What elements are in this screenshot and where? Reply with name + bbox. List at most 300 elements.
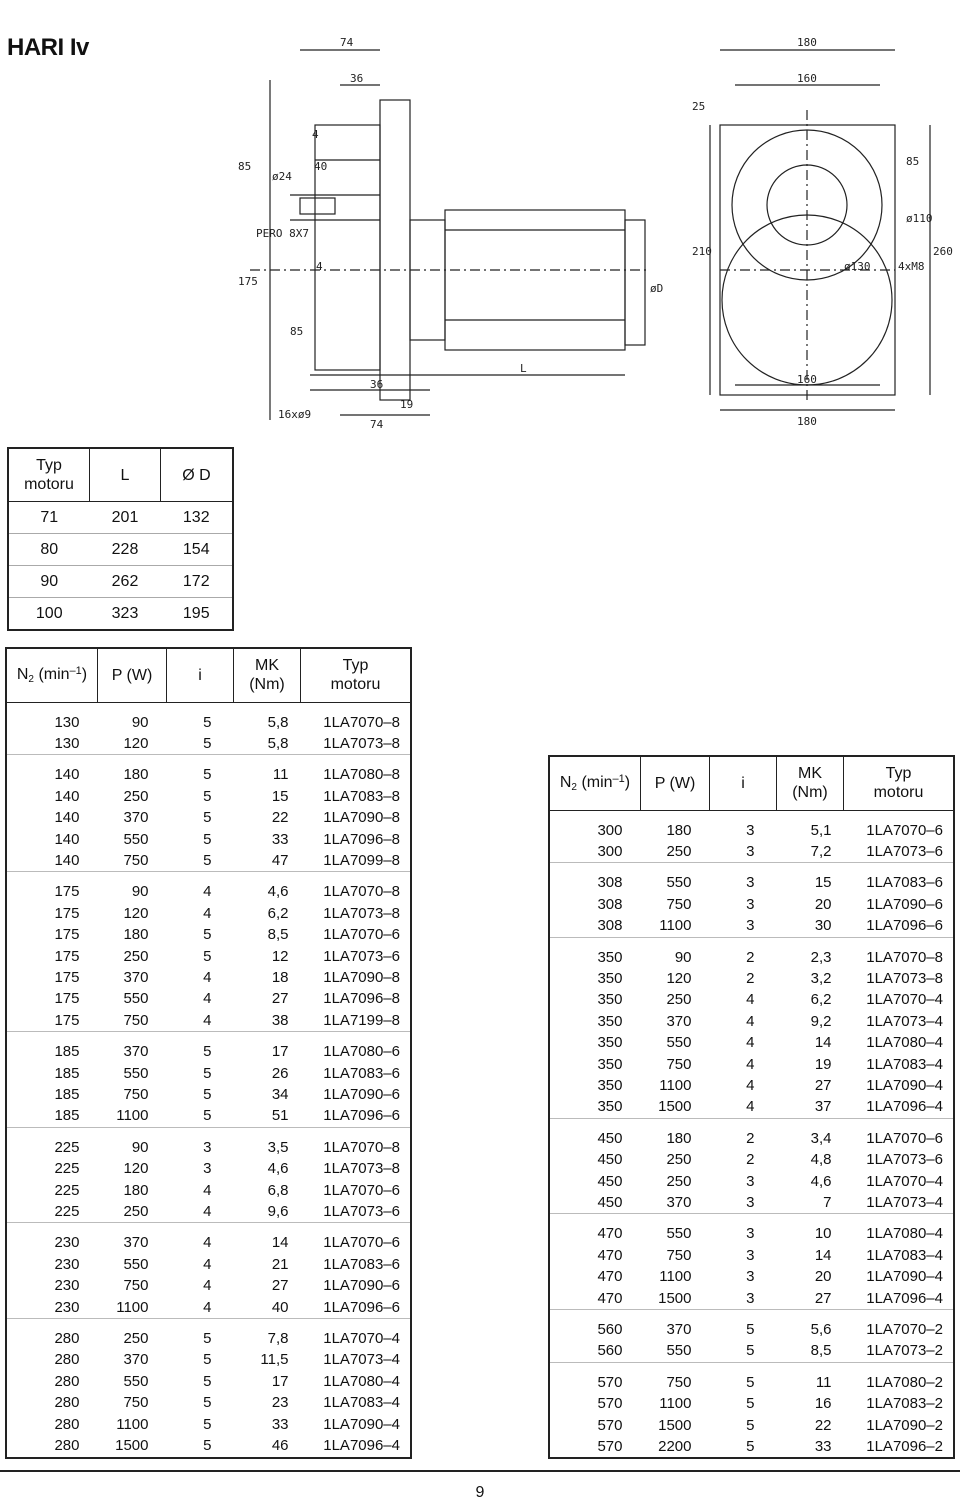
table-cell: 350 — [597, 969, 623, 987]
table-cell: 4 — [203, 1298, 212, 1316]
table-cell: 6,8 — [267, 1181, 289, 1199]
table-cell: 370 — [123, 1043, 149, 1061]
table-cell: 1LA7070–6 — [866, 821, 943, 839]
table-cell: 90 — [674, 948, 692, 966]
svg-text:85: 85 — [290, 325, 304, 338]
table-cell: 250 — [666, 1172, 692, 1190]
dim-cell: 100 — [8, 598, 90, 631]
table-row — [6, 1223, 411, 1254]
table-cell: 130 — [54, 713, 80, 731]
svg-text:74: 74 — [340, 36, 354, 49]
table-cell: 46 — [271, 1437, 289, 1455]
table-cell: 1LA7083–6 — [323, 1064, 400, 1082]
speed-table-right — [548, 755, 955, 1459]
table-cell: 130 — [54, 734, 80, 752]
table-cell: 180 — [123, 926, 149, 944]
table-row — [549, 1054, 954, 1075]
table-cell: 350 — [597, 991, 623, 1009]
table-cell: 750 — [666, 1055, 692, 1073]
table-cell: 300 — [597, 821, 623, 839]
table-cell: 350 — [597, 1076, 623, 1094]
table-cell: 175 — [54, 883, 80, 901]
table-cell: 550 — [123, 1064, 149, 1082]
table-cell: 4 — [203, 1181, 212, 1199]
table-cell: 3 — [746, 917, 755, 935]
table-cell: 550 — [666, 1034, 692, 1052]
table-cell: 308 — [597, 895, 623, 913]
table-cell: 1LA7096–4 — [866, 1289, 943, 1307]
side-view — [250, 50, 650, 420]
table-row — [6, 1435, 411, 1457]
table-cell: 1LA7073–4 — [866, 1194, 943, 1211]
table-cell: 1LA7083–4 — [323, 1394, 400, 1412]
table-cell: 1100 — [659, 1268, 692, 1286]
dim-cell: 80 — [8, 534, 90, 566]
table-row — [549, 1192, 954, 1214]
table-row — [6, 1201, 411, 1223]
table-cell: 14 — [271, 1234, 289, 1252]
table-cell: 7 — [823, 1194, 832, 1211]
table-cell: 1LA7080–2 — [866, 1373, 943, 1391]
table-row — [6, 786, 411, 807]
table-cell: 90 — [131, 713, 149, 731]
row-group — [549, 810, 954, 863]
table-cell: 1LA7083–6 — [866, 874, 943, 892]
svg-text:ø130: ø130 — [844, 260, 871, 273]
table-row — [6, 1180, 411, 1201]
table-row — [549, 1340, 954, 1362]
header-i: i — [167, 648, 234, 702]
table-cell: 30 — [814, 917, 832, 935]
table-row — [6, 733, 411, 755]
table-cell: 4 — [203, 1011, 212, 1029]
table-cell: 1LA7096–6 — [323, 1107, 400, 1125]
table-cell: 5 — [746, 1321, 755, 1339]
svg-text:16xø9: 16xø9 — [278, 408, 312, 421]
table-cell: 3,2 — [810, 969, 832, 987]
table-cell: 185 — [54, 1043, 80, 1061]
table-cell: 470 — [597, 1225, 623, 1243]
table-cell: 280 — [54, 1351, 80, 1369]
table-row — [6, 1349, 411, 1370]
table-cell: 1500 — [658, 1098, 692, 1116]
gearmotor-drawing — [230, 30, 953, 431]
table-cell: 750 — [123, 1011, 149, 1029]
dim-cell: 154 — [161, 534, 234, 566]
table-cell: 38 — [271, 1011, 289, 1029]
table-row — [6, 850, 411, 872]
table-cell: 175 — [54, 968, 80, 986]
table-cell: 250 — [123, 947, 149, 965]
table-cell: 5 — [203, 1043, 212, 1061]
table-cell: 27 — [271, 990, 289, 1008]
table-cell: 1LA7090–4 — [866, 1268, 943, 1286]
table-cell: 470 — [597, 1246, 623, 1264]
table-row — [6, 1392, 411, 1413]
row-group — [549, 863, 954, 937]
table-cell: 1LA7096–4 — [866, 1098, 943, 1116]
header-n2: $N_2$ $(\min^{-1})$ — [6, 648, 98, 702]
table-cell: 1LA7083–4 — [866, 1055, 943, 1073]
table-cell: 5,6 — [810, 1321, 832, 1339]
table-row — [6, 1275, 411, 1296]
table-cell: 550 — [666, 1225, 692, 1243]
dimension-table — [7, 447, 234, 631]
table-cell: 33 — [271, 1415, 289, 1433]
table-cell: 1LA7096–8 — [323, 990, 400, 1008]
table-cell: 5,8 — [267, 713, 289, 731]
table-cell: 90 — [131, 1138, 149, 1156]
table-cell: 4 — [746, 1034, 755, 1052]
table-cell: 23 — [271, 1394, 289, 1412]
table-cell: 8,5 — [810, 1342, 832, 1360]
table-row — [549, 1011, 954, 1032]
table-cell: 1LA7090–6 — [866, 895, 943, 913]
svg-text:210: 210 — [692, 245, 712, 258]
table-cell: 175 — [54, 947, 80, 965]
table-cell: 185 — [54, 1086, 80, 1103]
table-cell: 120 — [666, 969, 692, 987]
table-cell: 225 — [54, 1160, 80, 1178]
table-row — [6, 1158, 411, 1179]
table-row — [6, 988, 411, 1009]
table-cell: 1LA7070–8 — [866, 948, 943, 966]
table-cell: 21 — [271, 1255, 289, 1273]
table-cell: 11,5 — [260, 1351, 289, 1369]
table-cell: 1LA7199–8 — [323, 1011, 400, 1029]
table-cell: 550 — [123, 830, 149, 848]
table-cell: 120 — [123, 904, 149, 922]
table-cell: 5 — [203, 1351, 212, 1369]
table-row — [549, 1032, 954, 1053]
table-cell: 370 — [666, 1012, 692, 1030]
table-cell: 4 — [203, 1255, 212, 1273]
table-cell: 5 — [203, 1437, 212, 1455]
table-cell: 1LA7090–2 — [866, 1416, 943, 1434]
table-cell: 4,6 — [267, 1160, 289, 1178]
table-cell: 280 — [54, 1415, 80, 1433]
table-cell: 5 — [203, 947, 212, 965]
table-row — [6, 903, 411, 924]
dim-cell: 201 — [111, 508, 139, 526]
table-cell: 250 — [666, 991, 692, 1009]
table-cell: 550 — [123, 1255, 149, 1273]
table-cell: 750 — [666, 1373, 692, 1391]
table-cell: 250 — [123, 1330, 149, 1348]
table-cell: 750 — [123, 1277, 149, 1295]
table-cell: 250 — [123, 787, 149, 805]
table-cell: 1LA7096–6 — [323, 1298, 400, 1316]
table-cell: 3,5 — [267, 1138, 289, 1156]
table-row — [549, 1075, 954, 1096]
speed-table-left-header — [6, 648, 411, 702]
table-cell: 230 — [54, 1298, 80, 1316]
table-cell: 370 — [666, 1321, 692, 1339]
table-cell: 5 — [746, 1416, 755, 1434]
table-cell: 570 — [597, 1416, 623, 1434]
svg-text:40: 40 — [314, 160, 328, 173]
table-cell: 5 — [203, 1394, 212, 1412]
table-cell: 5 — [203, 787, 212, 805]
table-cell: 1100 — [116, 1415, 149, 1433]
table-cell: 27 — [814, 1076, 832, 1094]
table-cell: 1LA7083–6 — [323, 1255, 400, 1273]
table-cell: 19 — [814, 1055, 832, 1073]
table-cell: 350 — [597, 948, 623, 966]
header-n2: $N_2$ $(\min^{-1})$ — [549, 756, 641, 810]
table-cell: 2200 — [658, 1438, 692, 1456]
table-cell: 350 — [597, 1098, 623, 1116]
table-cell: 750 — [123, 1086, 149, 1103]
table-cell: 250 — [666, 1151, 692, 1169]
table-cell: 3 — [746, 1172, 755, 1190]
table-cell: 750 — [123, 851, 149, 869]
row-group — [549, 1362, 954, 1458]
table-cell: 1100 — [659, 917, 692, 935]
svg-text:160: 160 — [797, 373, 817, 386]
table-cell: 2 — [746, 969, 755, 987]
table-cell: 1LA7073–2 — [866, 1342, 943, 1360]
table-cell: 1100 — [116, 1298, 149, 1316]
table-row — [6, 946, 411, 967]
table-cell: 1LA7090–6 — [323, 1086, 400, 1103]
table-cell: 550 — [123, 1372, 149, 1390]
table-row — [549, 937, 954, 968]
front-view-dims — [692, 36, 953, 428]
table-cell: 16 — [814, 1395, 832, 1413]
table-cell: 3 — [746, 895, 755, 913]
dim-cell: 228 — [90, 534, 161, 566]
table-cell: 1LA7070–6 — [866, 1129, 943, 1147]
table-row — [549, 1171, 954, 1192]
header-mk: MK (Nm) — [777, 756, 844, 810]
svg-text:ø110: ø110 — [906, 212, 933, 225]
table-cell: 1LA7090–4 — [323, 1415, 400, 1433]
table-row — [549, 968, 954, 989]
table-row — [549, 1310, 954, 1341]
svg-text:19: 19 — [400, 398, 414, 411]
table-cell: 22 — [271, 809, 289, 827]
table-cell: 4 — [203, 904, 212, 922]
dim-header-l: L — [90, 448, 161, 502]
table-cell: 250 — [123, 1203, 149, 1221]
table-row — [549, 1436, 954, 1458]
table-cell: 350 — [597, 1055, 623, 1073]
table-cell: 550 — [666, 1342, 692, 1360]
table-cell: 1500 — [115, 1437, 149, 1455]
table-cell: 5,8 — [267, 734, 289, 752]
table-cell: 1LA7070–6 — [323, 1181, 400, 1199]
table-cell: 34 — [271, 1086, 289, 1103]
table-cell: 230 — [54, 1255, 80, 1273]
table-cell: 6,2 — [267, 904, 289, 922]
table-cell: 5 — [203, 1372, 212, 1390]
table-cell: 4,8 — [810, 1151, 832, 1169]
table-cell: 1LA7083–4 — [866, 1246, 943, 1264]
table-cell: 370 — [123, 809, 149, 827]
table-cell: 5 — [203, 926, 212, 944]
table-cell: 4 — [203, 990, 212, 1008]
table-cell: 180 — [666, 1129, 692, 1147]
table-cell: 550 — [123, 990, 149, 1008]
table-row — [6, 1319, 411, 1350]
table-cell: 750 — [123, 1394, 149, 1412]
table-cell: 1LA7070–4 — [866, 1172, 943, 1190]
table-cell: 450 — [597, 1194, 623, 1211]
table-cell: 280 — [54, 1394, 80, 1412]
table-cell: 2,3 — [810, 948, 832, 966]
table-cell: 3 — [746, 1194, 755, 1211]
table-cell: 11 — [815, 1373, 832, 1391]
table-cell: 3 — [203, 1160, 212, 1178]
table-cell: 1LA7070–6 — [323, 1234, 400, 1252]
table-cell: 570 — [597, 1438, 623, 1456]
table-row — [549, 915, 954, 937]
table-cell: 17 — [271, 1372, 289, 1390]
table-cell: 1500 — [658, 1289, 692, 1307]
table-row — [549, 841, 954, 863]
dim-cell: 172 — [161, 566, 234, 598]
svg-text:180: 180 — [797, 415, 817, 428]
table-row — [549, 1118, 954, 1149]
table-cell: 3 — [746, 821, 755, 839]
table-cell: 3 — [746, 874, 755, 892]
table-row — [6, 1010, 411, 1032]
table-cell: 280 — [54, 1437, 80, 1455]
table-cell: 1LA7099–8 — [323, 851, 400, 869]
table-cell: 4 — [203, 968, 212, 986]
svg-text:25: 25 — [692, 100, 706, 113]
table-cell: 450 — [597, 1172, 623, 1190]
table-cell: 1LA7070–4 — [866, 991, 943, 1009]
table-row — [549, 894, 954, 915]
table-cell: 37 — [814, 1098, 832, 1116]
table-cell: 1LA7080–8 — [323, 766, 400, 784]
table-row — [549, 810, 954, 841]
table-cell: 33 — [271, 830, 289, 848]
page-number: 9 — [475, 1484, 485, 1501]
table-cell: 1LA7070–6 — [323, 926, 400, 944]
svg-text:L: L — [520, 362, 527, 375]
svg-text:74: 74 — [370, 418, 384, 431]
table-cell: 250 — [666, 842, 692, 860]
table-cell: 4 — [203, 883, 212, 901]
table-cell: 180 — [123, 1181, 149, 1199]
table-cell: 5 — [203, 734, 212, 752]
row-group — [6, 1127, 411, 1223]
table-cell: 5 — [746, 1438, 755, 1456]
table-cell: 3 — [203, 1138, 212, 1156]
table-cell: 120 — [123, 734, 149, 752]
table-cell: 1LA7073–8 — [866, 969, 943, 987]
table-row — [549, 1288, 954, 1310]
table-cell: 4,6 — [267, 883, 289, 901]
table-cell: 1LA7073–6 — [323, 1203, 400, 1221]
table-cell: 308 — [597, 917, 623, 935]
table-cell: 120 — [123, 1160, 149, 1178]
table-cell: 5 — [203, 766, 212, 784]
table-cell: 1LA7096–8 — [323, 830, 400, 848]
table-cell: 4 — [203, 1203, 212, 1221]
table-row — [6, 1127, 411, 1158]
table-cell: 570 — [597, 1373, 623, 1391]
dim-cell: 262 — [90, 566, 161, 598]
table-row — [6, 1297, 411, 1319]
table-cell: 4 — [746, 1055, 755, 1073]
table-cell: 1LA7070–8 — [323, 713, 400, 731]
header-typ: Typ motoru — [844, 756, 955, 810]
table-cell: 225 — [54, 1181, 80, 1199]
table-cell: 280 — [54, 1330, 80, 1348]
speed-table-right-header — [549, 756, 954, 810]
row-group — [6, 1319, 411, 1458]
table-cell: 4 — [203, 1234, 212, 1252]
table-cell: 14 — [814, 1034, 832, 1052]
speed-table-left — [5, 647, 412, 1459]
table-cell: 6,2 — [810, 991, 832, 1009]
table-cell: 1LA7073–8 — [323, 1160, 400, 1178]
table-cell: 5 — [746, 1395, 755, 1413]
svg-text:4: 4 — [316, 260, 323, 273]
table-cell: 1LA7090–4 — [866, 1076, 943, 1094]
table-cell: 27 — [271, 1277, 289, 1295]
table-cell: 300 — [597, 842, 623, 860]
table-cell: 280 — [54, 1372, 80, 1390]
row-group — [6, 1032, 411, 1128]
table-cell: 5 — [203, 1330, 212, 1348]
svg-text:øD: øD — [650, 282, 664, 295]
dim-row — [8, 502, 233, 534]
table-row — [549, 1393, 954, 1414]
table-cell: 4 — [203, 1277, 212, 1295]
table-cell: 1LA7096–2 — [866, 1438, 943, 1456]
table-cell: 1LA7090–8 — [323, 968, 400, 986]
side-view-dims — [238, 36, 663, 431]
svg-text:260: 260 — [933, 245, 953, 258]
table-row — [6, 1371, 411, 1392]
table-cell: 230 — [54, 1277, 80, 1295]
table-cell: 18 — [271, 968, 289, 986]
table-row — [6, 967, 411, 988]
table-cell: 450 — [597, 1129, 623, 1147]
table-cell: 47 — [271, 851, 289, 869]
svg-text:180: 180 — [797, 36, 817, 49]
table-cell: 3 — [746, 1289, 755, 1307]
table-cell: 1LA7090–6 — [323, 1277, 400, 1295]
table-cell: 9,6 — [267, 1203, 289, 1221]
table-cell: 185 — [54, 1107, 80, 1125]
table-cell: 4 — [746, 1076, 755, 1094]
table-cell: 2 — [746, 1129, 755, 1147]
table-cell: 370 — [123, 1351, 149, 1369]
table-row — [549, 989, 954, 1010]
front-view — [710, 50, 930, 410]
table-cell: 7,2 — [810, 842, 832, 860]
table-cell: 1100 — [659, 1076, 692, 1094]
table-cell: 470 — [597, 1268, 623, 1286]
table-cell: 1500 — [658, 1416, 692, 1434]
table-cell: 10 — [814, 1225, 832, 1243]
svg-text:4: 4 — [312, 128, 319, 141]
dim-cell: 90 — [8, 566, 90, 598]
table-cell: 180 — [123, 766, 149, 784]
table-cell: 1LA7073–4 — [323, 1351, 400, 1369]
table-cell: 1100 — [116, 1107, 149, 1125]
table-row — [6, 755, 411, 786]
table-cell: 1LA7073–6 — [323, 947, 400, 965]
table-cell: 5 — [203, 830, 212, 848]
svg-text:ø24: ø24 — [272, 170, 292, 183]
